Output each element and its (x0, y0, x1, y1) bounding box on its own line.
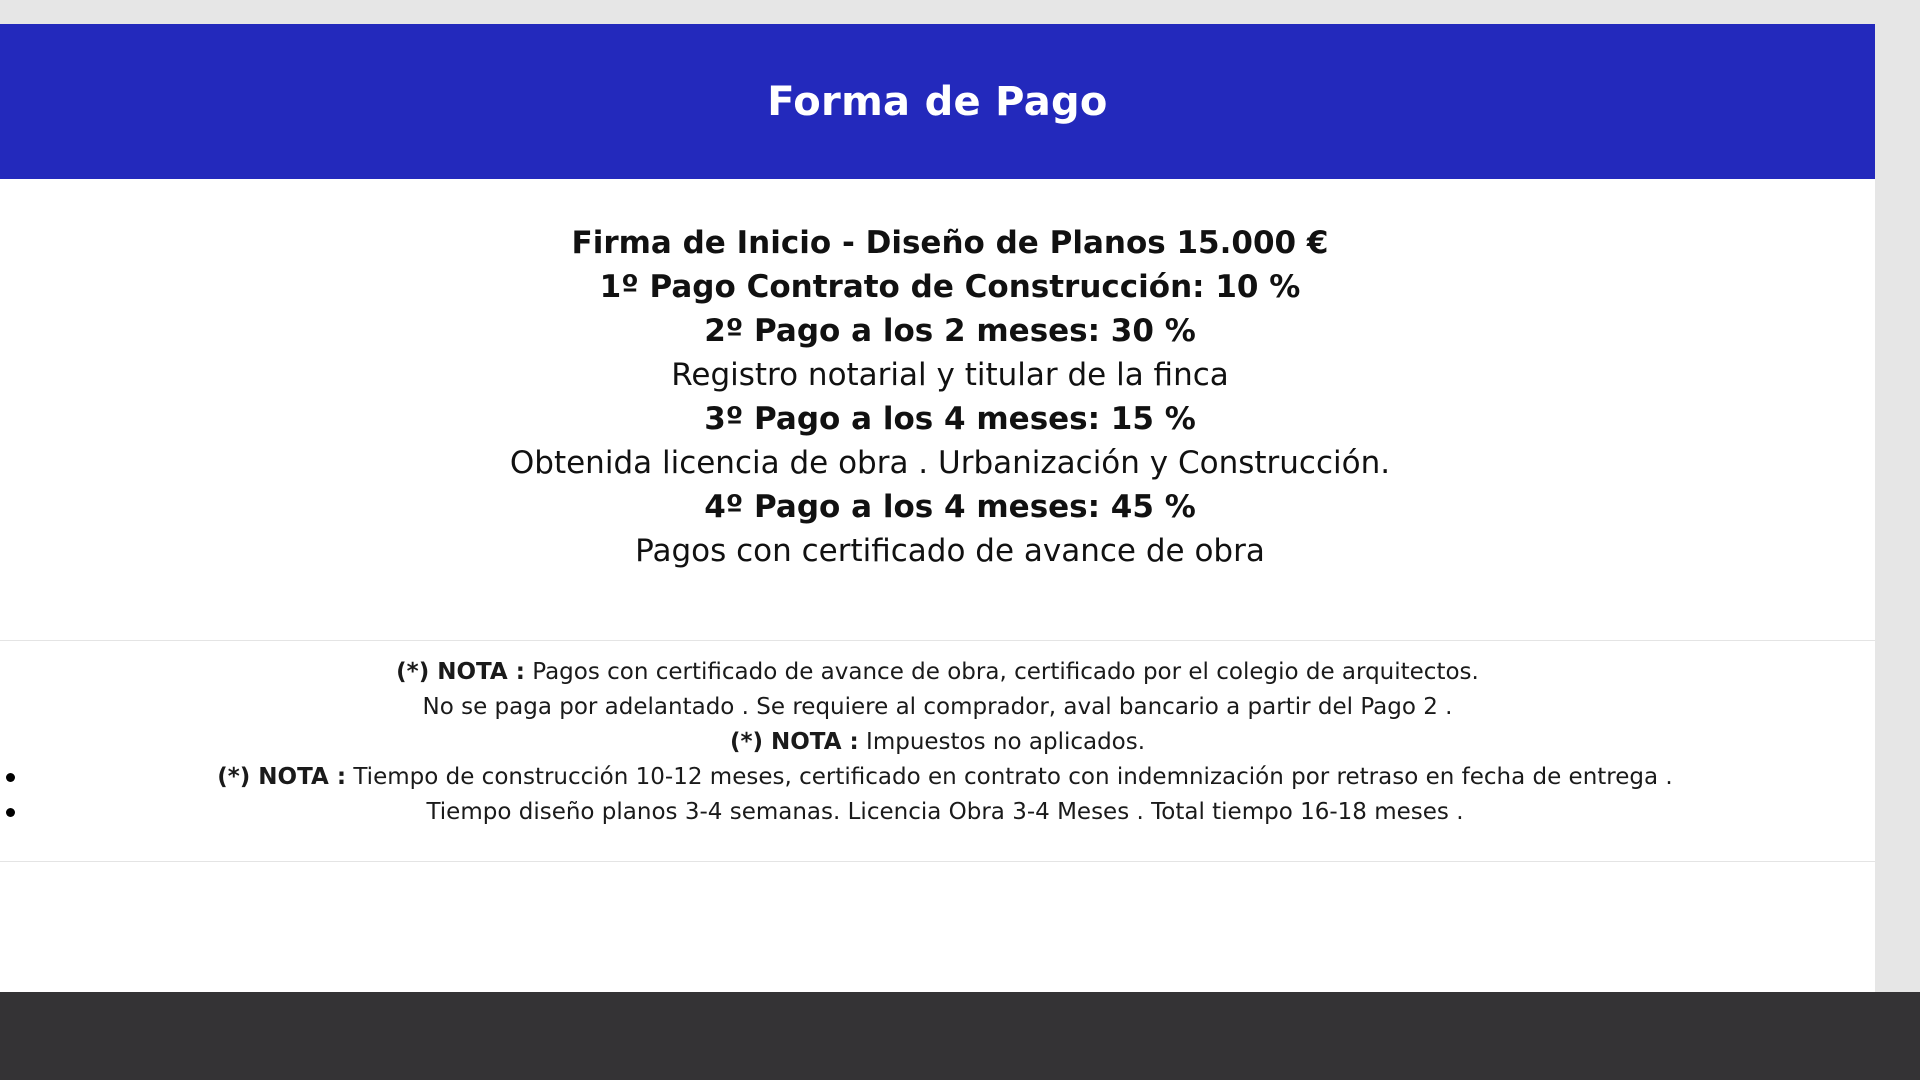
note-text: Impuestos no aplicados. (858, 729, 1146, 755)
notes-section (0, 640, 1875, 862)
payment-term-2: 2º Pago a los 2 meses: 30 % (704, 313, 1196, 349)
payment-term-4-detail: Pagos con certificado de avance de obra (635, 533, 1265, 569)
page-title: Forma de Pago (767, 78, 1108, 125)
note-taxes (0, 725, 1875, 760)
note-label: (*) NOTA : (217, 764, 347, 790)
bullet-item-construction-time (0, 760, 1875, 795)
note-label: (*) NOTA : (396, 659, 525, 685)
note-payments-continued: No se paga por adelantado . Se requiere al comprador, aval bancario a partir del Pago 2 . (422, 694, 1453, 720)
payment-terms-list (0, 221, 1900, 573)
note-text: Tiempo de construcción 10-12 meses, certificado en contrato con indemnización por retraso en fecha de entrega . (346, 764, 1673, 790)
payment-term-signing: Firma de Inicio - Diseño de Planos 15.000 € (571, 225, 1329, 261)
bullet-item-total-time (0, 795, 1875, 830)
payment-term-1: 1º Pago Contrato de Construcción: 10 % (599, 269, 1301, 305)
note-payments (0, 655, 1875, 690)
title-banner (0, 24, 1875, 179)
payment-term-2-detail: Registro notarial y titular de la finca (671, 357, 1229, 393)
payment-term-4: 4º Pago a los 4 meses: 45 % (704, 489, 1196, 525)
footer-bar (0, 992, 1920, 1080)
payment-term-3: 3º Pago a los 4 meses: 15 % (704, 401, 1196, 437)
document-page (0, 24, 1875, 992)
payment-term-3-detail: Obtenida licencia de obra . Urbanización y Construcción. (509, 445, 1391, 481)
note-label: (*) NOTA : (729, 729, 859, 755)
bullet-text (10, 760, 1880, 795)
bullet-text: Tiempo diseño planos 3-4 semanas. Licencia Obra 3-4 Meses . Total tiempo 16-18 meses . (426, 799, 1464, 825)
note-text: Pagos con certificado de avance de obra, certificado por el colegio de arquitectos. (524, 659, 1479, 685)
